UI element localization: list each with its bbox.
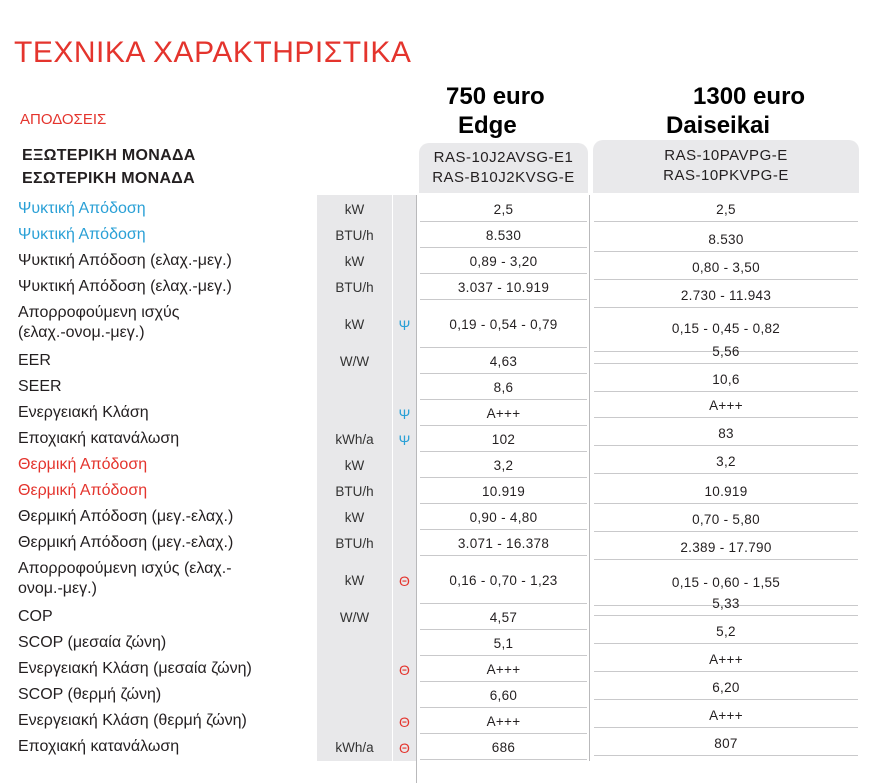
- column-divider: [416, 195, 417, 783]
- value-col-1: 0,89 - 3,20: [469, 254, 538, 269]
- cell-underline: [594, 307, 858, 308]
- row-label: [18, 403, 149, 423]
- row-unit: kWh/a: [335, 740, 374, 755]
- row-label-line: Ψυκτική Απόδοση (ελαχ.-μεγ.): [18, 252, 232, 269]
- row-label: [18, 711, 247, 731]
- row-unit: kW: [344, 573, 365, 588]
- row-label-line: Ενεργειακή Κλάση (μεσαία ζώνη): [18, 660, 252, 677]
- value-col-1: 10.919: [481, 484, 526, 499]
- value-col-1: 2,5: [493, 202, 514, 217]
- row-label: [18, 199, 146, 219]
- value-col-1: 4,63: [489, 354, 518, 369]
- row-label-line: Ενεργειακή Κλάση (θερμή ζώνη): [18, 712, 247, 729]
- value-col-2: 0,80 - 3,50: [692, 260, 760, 275]
- model-indoor-col-1: RAS-B10J2KVSG-E: [432, 169, 575, 186]
- row-label-line: Θερμική Απόδοση (μεγ.-ελαχ.): [18, 508, 234, 525]
- row-label-line: Απορροφούμενη ισχύς: [18, 304, 180, 321]
- row-label-line: SCOP (μεσαία ζώνη): [18, 634, 167, 651]
- cell-underline: [420, 503, 587, 504]
- cell-underline: [594, 417, 858, 418]
- cell-underline: [594, 251, 858, 252]
- row-label: [18, 507, 233, 527]
- value-col-1: 5,1: [493, 636, 514, 651]
- value-col-2: 0,70 - 5,80: [692, 512, 760, 527]
- cooling-symbol-icon: Ψ: [398, 317, 411, 333]
- row-label-line: Ψυκτική Απόδοση: [18, 200, 146, 217]
- cell-underline: [420, 347, 587, 348]
- value-col-1: 3.037 - 10.919: [457, 280, 550, 295]
- row-label: [18, 225, 146, 245]
- section-heading: ΑΠΟΔΟΣΕΙΣ: [20, 111, 107, 128]
- cell-underline: [420, 529, 587, 530]
- value-col-2: 10.919: [704, 484, 748, 499]
- row-unit: W/W: [339, 354, 370, 369]
- heating-symbol-icon: Θ: [399, 714, 410, 730]
- value-col-2: 2.389 - 17.790: [680, 540, 772, 555]
- cell-underline: [420, 373, 587, 374]
- value-col-2: 0,15 - 0,60 - 1,55: [671, 575, 781, 590]
- row-label: [18, 633, 166, 653]
- value-col-2: 807: [714, 736, 738, 751]
- cell-underline: [420, 629, 587, 630]
- model-indoor-col-2: RAS-10PKVPG-E: [663, 167, 789, 184]
- value-col-1: 0,90 - 4,80: [469, 510, 538, 525]
- cell-underline: [420, 681, 587, 682]
- cell-underline: [420, 759, 587, 760]
- outdoor-unit-label: ΕΞΩΤΕΡΙΚΗ ΜΟΝΑΔΑ: [22, 147, 196, 164]
- cell-underline: [420, 247, 587, 248]
- value-col-2: 5,56: [712, 344, 740, 359]
- row-unit: W/W: [339, 610, 370, 625]
- value-col-2: 2.730 - 11.943: [680, 288, 772, 303]
- row-label-line: SEER: [18, 378, 62, 395]
- row-label-line: Θερμική Απόδοση (μεγ.-ελαχ.): [18, 534, 234, 551]
- cell-underline: [594, 363, 858, 364]
- row-unit: kW: [344, 254, 365, 269]
- value-col-1: 3,2: [493, 458, 514, 473]
- row-unit: kW: [344, 510, 365, 525]
- cell-underline: [594, 671, 858, 672]
- row-label-line: Θερμική Απόδοση: [18, 456, 148, 473]
- row-label-line: Ενεργειακή Κλάση: [18, 404, 149, 421]
- value-col-2: 8.530: [708, 232, 744, 247]
- heating-symbol-icon: Θ: [399, 662, 410, 678]
- cell-underline: [420, 221, 587, 222]
- row-label-line: Ψυκτική Απόδοση: [18, 226, 146, 243]
- value-col-2: 2,5: [716, 202, 736, 217]
- row-unit: kWh/a: [335, 432, 374, 447]
- row-unit: kW: [344, 202, 365, 217]
- cell-underline: [420, 273, 587, 274]
- cell-underline: [594, 559, 858, 560]
- brand-col-2: Daiseikai: [666, 112, 771, 139]
- value-col-2: 10,6: [712, 372, 740, 387]
- row-label: [18, 455, 147, 475]
- row-unit: BTU/h: [335, 484, 374, 499]
- row-label-line: Εποχιακή κατανάλωση: [18, 430, 180, 447]
- model-outdoor-col-2: RAS-10PAVPG-E: [664, 147, 788, 164]
- row-label: [18, 607, 53, 627]
- row-unit: kW: [344, 458, 365, 473]
- row-unit: kW: [344, 317, 365, 332]
- cell-underline: [420, 399, 587, 400]
- row-label: [18, 533, 233, 553]
- row-label: [18, 351, 51, 371]
- row-label: [18, 559, 232, 599]
- cell-underline: [594, 503, 858, 504]
- value-col-2: 3,2: [716, 454, 736, 469]
- row-label-line: SCOP (θερμή ζώνη): [18, 686, 162, 703]
- cell-underline: [594, 699, 858, 700]
- value-col-1: 3.071 - 16.378: [457, 536, 550, 551]
- row-unit: BTU/h: [335, 228, 374, 243]
- cooling-symbol-icon: Ψ: [398, 432, 411, 448]
- value-col-1: A+++: [486, 406, 521, 421]
- model-header-col-2: [593, 140, 859, 193]
- brand-col-1: Edge: [458, 112, 517, 139]
- row-label: [18, 685, 161, 705]
- row-label-line: COP: [18, 608, 53, 625]
- row-label-line: (ελαχ.-ονομ.-μεγ.): [18, 324, 145, 341]
- row-label: [18, 277, 232, 297]
- row-label: [18, 303, 180, 343]
- cell-underline: [594, 473, 858, 474]
- price-col-1: 750 euro: [446, 83, 545, 110]
- indoor-unit-label: ΕΣΩΤΕΡΙΚΗ ΜΟΝΑΔΑ: [22, 170, 195, 187]
- value-col-1: 8,6: [493, 380, 514, 395]
- cell-underline: [594, 391, 858, 392]
- row-label-line: Απορροφούμενη ισχύς (ελαχ.-: [18, 560, 232, 577]
- value-col-2: 5,33: [712, 596, 740, 611]
- value-col-1: 4,57: [489, 610, 518, 625]
- value-col-2: 5,2: [716, 624, 736, 639]
- cell-underline: [594, 445, 858, 446]
- value-col-2: 83: [718, 426, 734, 441]
- row-label: [18, 251, 232, 271]
- heating-symbol-icon: Θ: [399, 740, 410, 756]
- value-col-2: A+++: [709, 398, 743, 413]
- cell-underline: [420, 299, 587, 300]
- row-unit: BTU/h: [335, 280, 374, 295]
- value-col-2: 0,15 - 0,45 - 0,82: [671, 321, 781, 336]
- row-label-line: Θερμική Απόδοση: [18, 482, 148, 499]
- page-title: ΤΕΧΝΙΚΑ ΧΑΡΑΚΤΗΡΙΣΤΙΚΑ: [14, 36, 412, 69]
- value-col-2: A+++: [709, 708, 743, 723]
- value-col-2: A+++: [709, 652, 743, 667]
- cell-underline: [420, 555, 587, 556]
- cell-underline: [420, 733, 587, 734]
- value-col-1: A+++: [486, 662, 521, 677]
- value-col-1: 8.530: [485, 228, 522, 243]
- row-label: [18, 377, 62, 397]
- value-col-2: 6,20: [712, 680, 740, 695]
- cell-underline: [420, 425, 587, 426]
- cell-underline: [420, 603, 587, 604]
- row-label-line: EER: [18, 352, 51, 369]
- model-outdoor-col-1: RAS-10J2AVSG-E1: [433, 149, 574, 166]
- cell-underline: [594, 727, 858, 728]
- cell-underline: [420, 451, 587, 452]
- row-label: [18, 659, 252, 679]
- cell-underline: [594, 531, 858, 532]
- row-label: [18, 481, 147, 501]
- cell-underline: [594, 643, 858, 644]
- row-label-line: Ψυκτική Απόδοση (ελαχ.-μεγ.): [18, 278, 232, 295]
- row-label: [18, 429, 179, 449]
- heating-symbol-icon: Θ: [399, 573, 410, 589]
- price-col-2: 1300 euro: [693, 83, 806, 110]
- row-label-line: Εποχιακή κατανάλωση: [18, 738, 180, 755]
- value-col-1: 686: [491, 740, 516, 755]
- cell-underline: [594, 221, 858, 222]
- value-col-1: 102: [491, 432, 516, 447]
- cell-underline: [420, 707, 587, 708]
- row-unit: BTU/h: [335, 536, 374, 551]
- value-col-1: 6,60: [489, 688, 518, 703]
- column-divider: [589, 195, 590, 761]
- row-label-line: ονομ.-μεγ.): [18, 580, 97, 597]
- cooling-symbol-icon: Ψ: [398, 406, 411, 422]
- cell-underline: [420, 655, 587, 656]
- row-label: [18, 737, 179, 757]
- value-col-1: 0,16 - 0,70 - 1,23: [449, 573, 558, 588]
- cell-underline: [594, 279, 858, 280]
- value-col-1: 0,19 - 0,54 - 0,79: [449, 317, 558, 332]
- cell-underline: [594, 615, 858, 616]
- cell-underline: [594, 755, 858, 756]
- cell-underline: [420, 477, 587, 478]
- model-header-col-1: [419, 143, 588, 193]
- value-col-1: A+++: [486, 714, 521, 729]
